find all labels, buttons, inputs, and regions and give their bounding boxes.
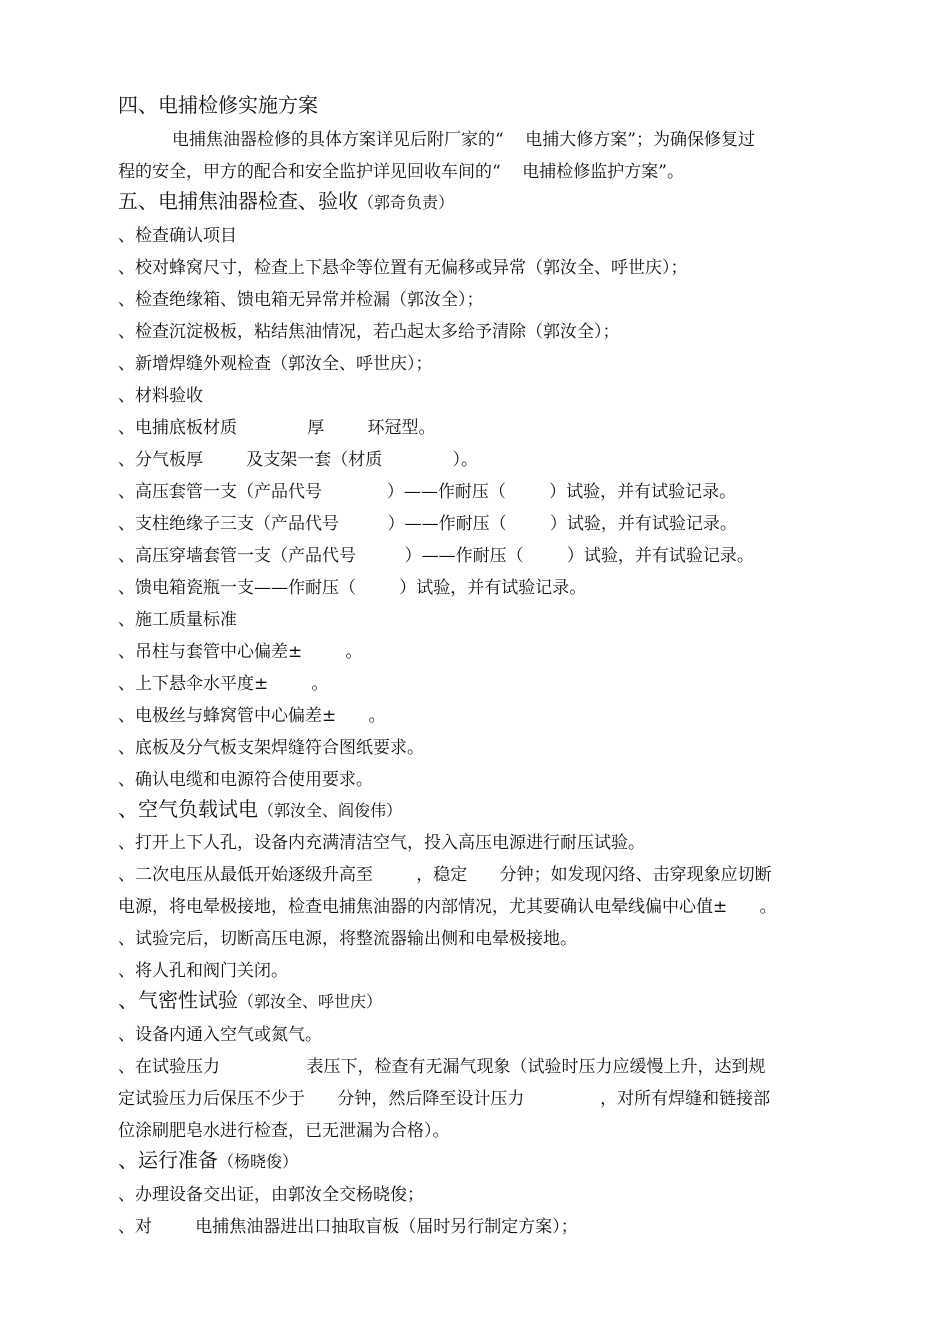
section-5-title (118, 188, 454, 216)
list-item: 、上下悬伞水平度± 。 (118, 674, 329, 694)
list-item: 、检查确认项目 (118, 226, 237, 246)
list-item: 、办理设备交出证，由郭汝全交杨晓俊； (118, 1185, 424, 1205)
list-item: 、电极丝与蜂窝管中心偏差± 。 (118, 706, 386, 726)
list-item: 、施工质量标准 (118, 610, 237, 630)
list-item: 、底板及分气板支架焊缝符合图纸要求。 (118, 738, 424, 758)
list-item: 、试验完后，切断高压电源，将整流器输出侧和电晕极接地。 (118, 929, 577, 949)
gas-test-heading: 、气密性试验 (118, 988, 238, 1012)
list-item: 、材料验收 (118, 386, 203, 406)
section-4-title: 四、电捕检修实施方案 (118, 93, 318, 117)
air-test-owner: （郭汝全、阎俊伟） (258, 801, 403, 820)
section-5-heading: 五、电捕焦油器检查、验收 (118, 189, 358, 213)
list-item: 、将人孔和阀门关闭。 (118, 961, 288, 981)
list-item: 、吊柱与套管中心偏差± 。 (118, 642, 363, 662)
list-item: 、高压套管一支（产品代号 ）——作耐压（ ）试验，并有试验记录。 (118, 482, 737, 502)
sec4-para-line-2: 程的安全，甲方的配合和安全监护详见回收车间的“ 电捕检修监护方案”。 (118, 162, 684, 182)
list-item: 、电捕底板材质 厚 环冠型。 (118, 418, 436, 438)
air-test-heading: 、空气负载试电 (118, 797, 258, 821)
run-prep-heading: 、运行准备 (118, 1148, 218, 1172)
list-item: 、新增焊缝外观检查（郭汝全、呼世庆）； (118, 354, 433, 374)
list-item: 、确认电缆和电源符合使用要求。 (118, 770, 373, 790)
list-item: 、设备内通入空气或氮气。 (118, 1025, 322, 1045)
list-item: 、对 电捕焦油器进出口抽取盲板（届时另行制定方案）； (118, 1217, 578, 1237)
list-item: 、校对蜂窝尺寸，检查上下悬伞等位置有无偏移或异常（郭汝全、呼世庆）； (118, 258, 688, 278)
list-item: 、检查沉淀极板，粘结焦油情况，若凸起太多给予清除（郭汝全）； (118, 322, 620, 342)
run-prep-title (118, 1147, 298, 1175)
gas-test-owner: （郭汝全、呼世庆） (238, 992, 383, 1011)
list-item: 、馈电箱瓷瓶一支——作耐压（ ）试验，并有试验记录。 (118, 578, 587, 598)
list-item: 、在试验压力 表压下，检查有无漏气现象（试验时压力应缓慢上升，达到规 (118, 1057, 766, 1077)
run-prep-owner: （杨晓俊） (218, 1152, 299, 1171)
list-item: 、分气板厚 及支架一套（材质 ）。 (118, 450, 478, 470)
list-item: 、二次电压从最低开始逐级升高至 ，稳定 分钟；如发现闪络、击穿现象应切断 (118, 865, 772, 885)
list-item: 、打开上下人孔，设备内充满清洁空气，投入高压电源进行耐压试验。 (118, 833, 645, 853)
list-item-continued: 电源，将电晕极接地，检查电捕焦油器的内部情况，尤其要确认电晕线偏中心值± 。 (118, 897, 777, 917)
gas-test-title (118, 987, 382, 1015)
section-5-owner: （郭奇负责） (358, 193, 455, 212)
list-item-continued: 位涂刷肥皂水进行检查，已无泄漏为合格）。 (118, 1121, 450, 1141)
list-item: 、高压穿墙套管一支（产品代号 ）——作耐压（ ）试验，并有试验记录。 (118, 546, 754, 566)
list-item-continued: 定试验压力后保压不少于 分钟，然后降至设计压力 ，对所有焊缝和链接部 (118, 1089, 771, 1109)
sec4-para-line-1: 电捕焦油器检修的具体方案详见后附厂家的“ 电捕大修方案”；为确保修复过 (172, 130, 755, 150)
list-item: 、检查绝缘箱、馈电箱无异常并检漏（郭汝全）； (118, 290, 484, 310)
air-test-title (118, 796, 402, 824)
list-item: 、支柱绝缘子三支（产品代号 ）——作耐压（ ）试验，并有试验记录。 (118, 514, 737, 534)
